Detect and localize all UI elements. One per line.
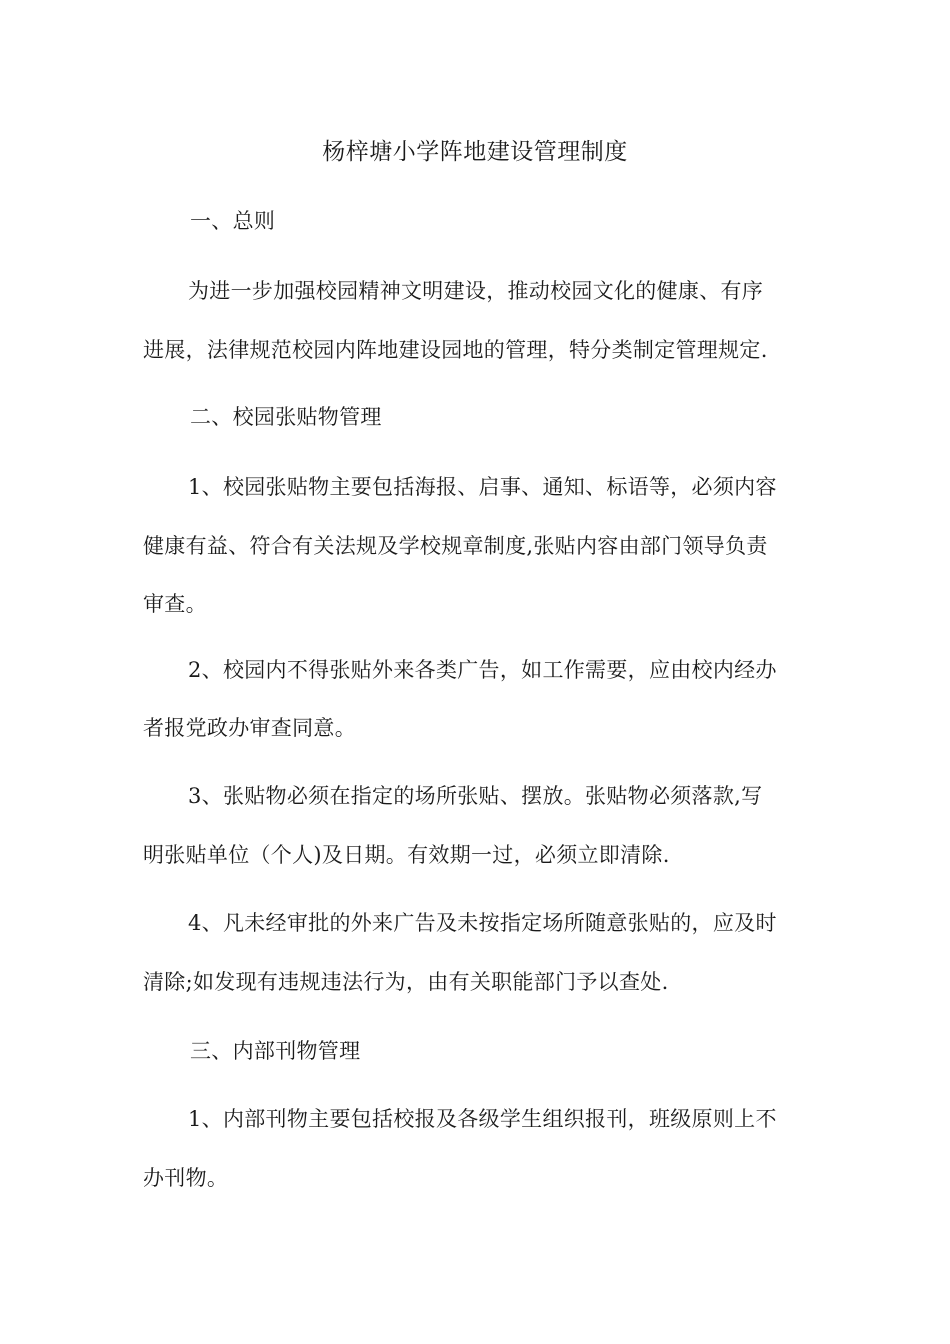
paragraph-line: 办刊物。 [143, 1166, 229, 1190]
section-heading-posters: 二、校园张贴物管理 [190, 405, 382, 429]
paragraph-line: 清除;如发现有违规违法行为，由有关职能部门予以查处. [143, 970, 669, 994]
section-heading-general: 一、总则 [190, 209, 276, 233]
section-heading-publications: 三、内部刊物管理 [190, 1039, 361, 1063]
paragraph-line: 健康有益、符合有关法规及学校规章制度,张贴内容由部门领导负责 [143, 534, 768, 558]
paragraph-line: 明张贴单位（个人)及日期。有效期一过，必须立即清除. [143, 843, 670, 867]
paragraph-line: 者报党政办审查同意。 [143, 716, 356, 740]
paragraph-line: 进展，法律规范校园内阵地建设园地的管理，特分类制定管理规定. [143, 338, 768, 362]
paragraph-line: 2、校园内不得张贴外来各类广告，如工作需要，应由校内经办 [188, 658, 777, 682]
paragraph-line: 1、内部刊物主要包括校报及各级学生组织报刊，班级原则上不 [188, 1107, 777, 1131]
paragraph-line: 审查。 [143, 592, 207, 616]
paragraph-line: 3、张贴物必须在指定的场所张贴、摆放。张贴物必须落款,写 [188, 784, 763, 808]
paragraph-line: 1、校园张贴物主要包括海报、启事、通知、标语等，必须内容 [188, 475, 777, 499]
paragraph-line: 为进一步加强校园精神文明建设，推动校园文化的健康、有序 [188, 279, 764, 303]
paragraph-line: 4、凡未经审批的外来广告及未按指定场所随意张贴的，应及时 [188, 911, 777, 935]
document-title: 杨梓塘小学阵地建设管理制度 [322, 139, 628, 165]
